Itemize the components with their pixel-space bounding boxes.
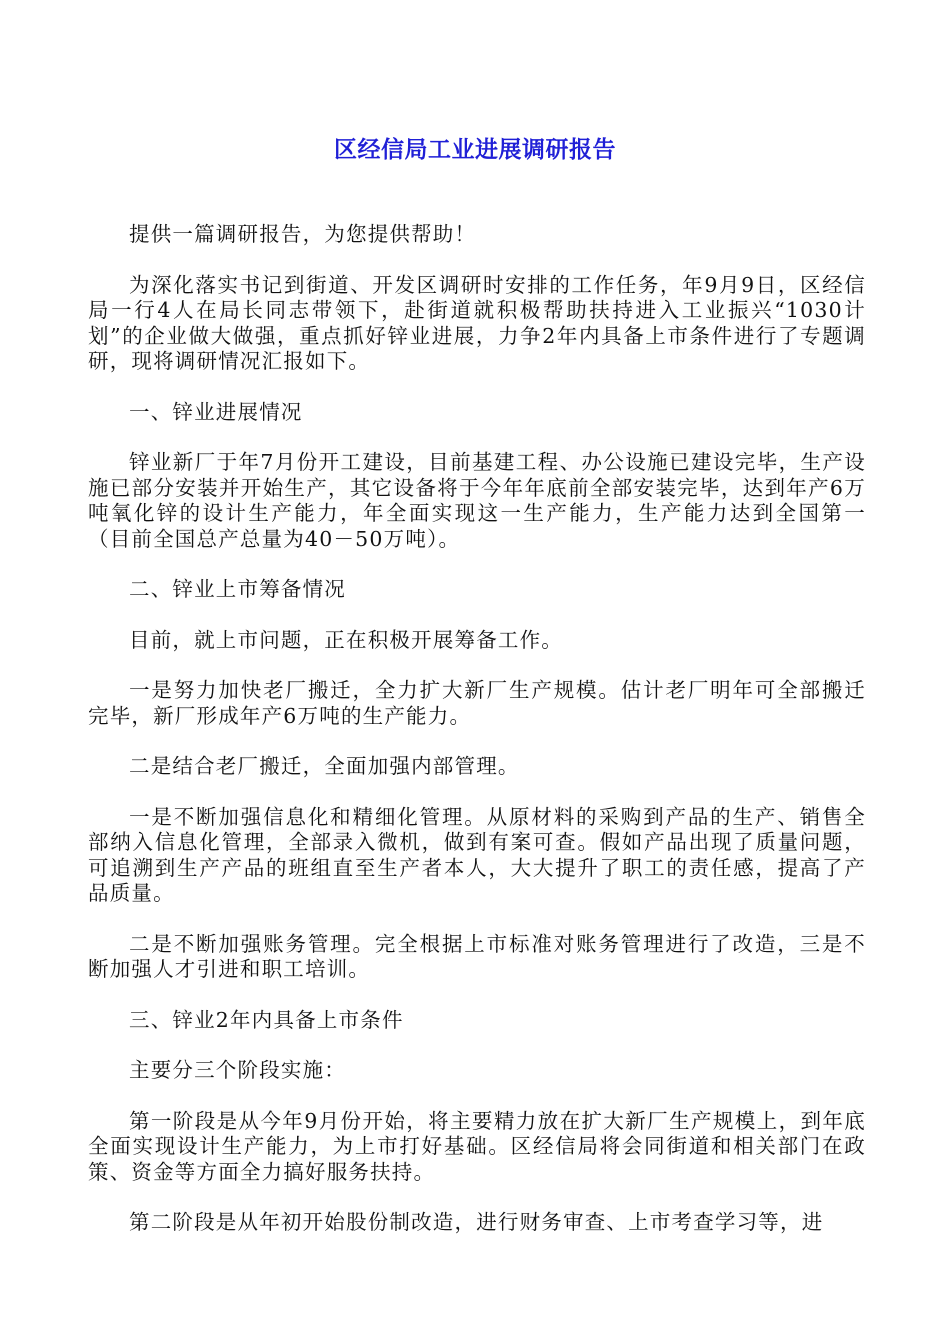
document-title: 区经信局工业进展调研报告 [334,137,616,163]
paragraph-section-2-intro: 目前，就上市问题，正在积极开展筹备工作。 [129,627,563,652]
document-body [88,222,866,1261]
paragraph-stage-2: 第二阶段是从年初开始股份制改造，进行财务审查、上市考查学习等，进 [129,1210,824,1234]
paragraph-section-3-intro: 主要分三个阶段实施： [129,1058,346,1082]
paragraph-section-1: 锌业新厂于年7月份开工建设，目前基建工程、办公设施已建设完毕，生产设施已部分安装并开始生产，其它设备将于今年年底前全部安装完毕，达到年产6万吨氧化锌的设计生产能力，年全面实现这一生产能力，生产能力达到全国第一（目前全国总产总量为40－50万吨）。 [88,450,866,551]
paragraph-section-2-point-1: 一是努力加快老厂搬迁，全力扩大新厂生产规模。估计老厂明年可全部搬迁完毕，新厂形成年产6万吨的生产能力。 [88,678,866,728]
section-heading-3: 三、锌业2年内具备上市条件 [129,1007,404,1032]
paragraph-background: 为深化落实书记到街道、开发区调研时安排的工作任务，年9月9日，区经信局一行4人在局长同志带领下，赴街道就积极帮助扶持进入工业振兴“1030计划”的企业做大做强，重点抓好锌业进展，力争2年内具备上市条件进行了专题调研，现将调研情况汇报如下。 [88,272,866,373]
paragraph-section-2-sub-1: 一是不断加强信息化和精细化管理。从原材料的采购到产品的生产、销售全部纳入信息化管理，全部录入微机，做到有案可查。假如产品出现了质量问题，可追溯到生产产品的班组直至生产者本人，大大提升了职工的责任感，提高了产品质量。 [88,804,866,905]
section-heading-1: 一、锌业进展情况 [129,399,303,424]
paragraph-stage-1: 第一阶段是从今年9月份开始，将主要精力放在扩大新厂生产规模上，到年底全面实现设计生产能力，为上市打好基础。区经信局将会同街道和相关部门在政策、资金等方面全力搞好服务扶持。 [88,1108,866,1184]
paragraph-section-2-point-2: 二是结合老厂搬迁，全面加强内部管理。 [129,754,520,778]
paragraph-intro: 提供一篇调研报告，为您提供帮助！ [129,222,477,246]
paragraph-section-2-sub-2: 二是不断加强账务管理。完全根据上市标准对账务管理进行了改造，三是不断加强人才引进和职工培训。 [88,931,866,981]
section-heading-2: 二、锌业上市筹备情况 [129,577,346,601]
